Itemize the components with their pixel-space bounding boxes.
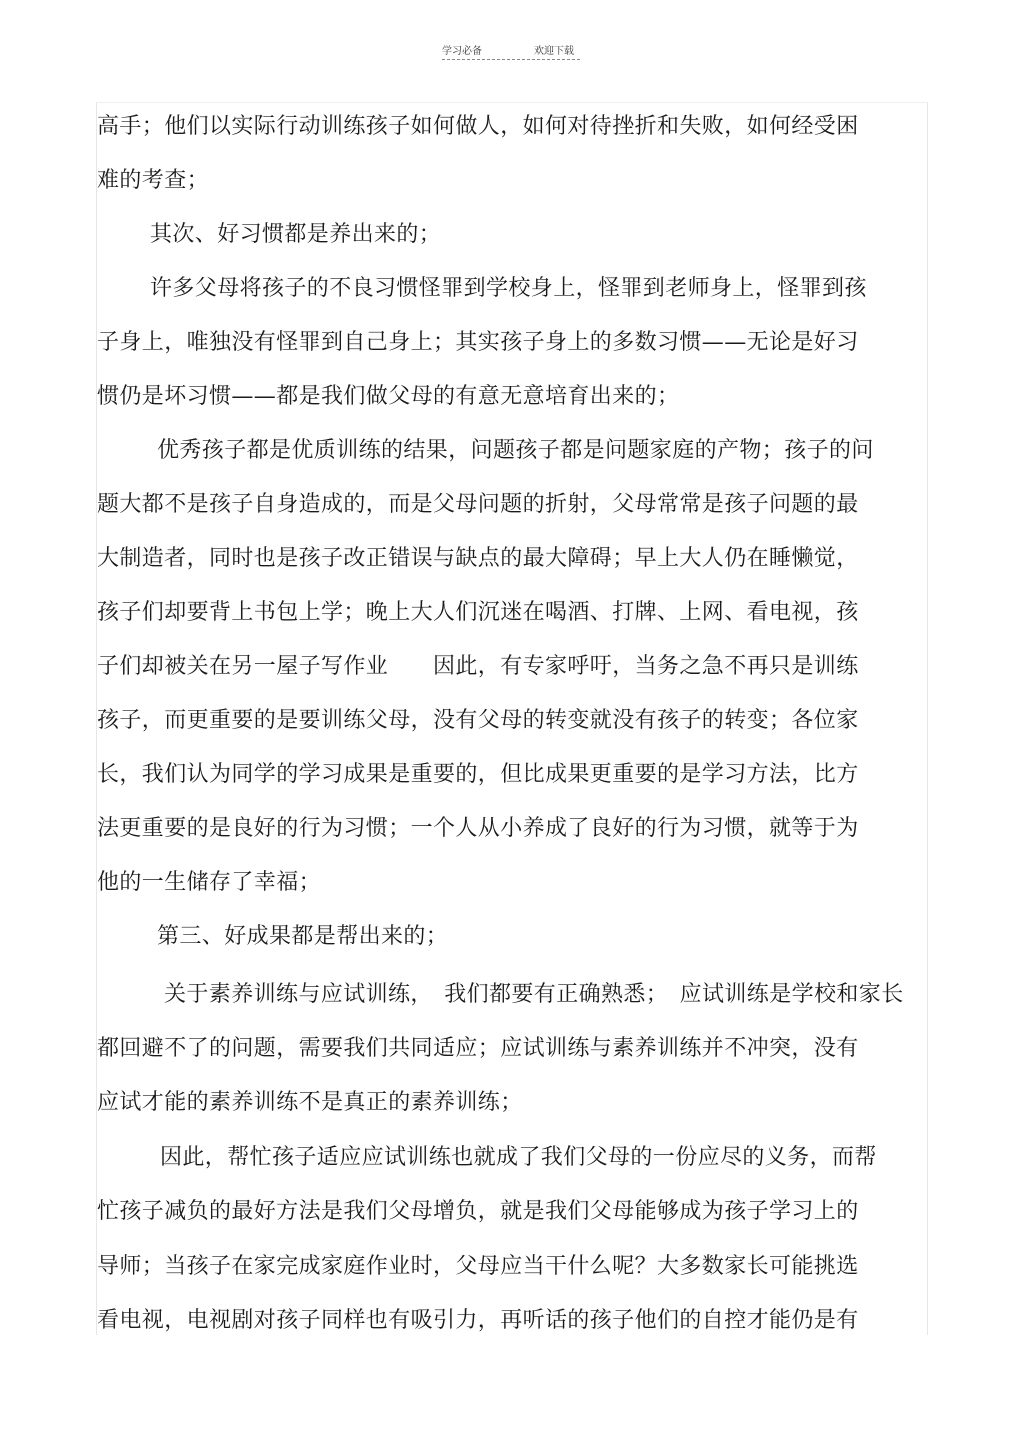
text-line: 孩子，而更重要的是要训练父母，没有父母的转变就没有孩子的转变；各位家 (97, 708, 859, 733)
text-line: 高手；他们以实际行动训练孩子如何做人，如何对待挫折和失败，如何经受困 (97, 114, 859, 139)
text-line: 惯仍是坏习惯——都是我们做父母的有意无意培育出来的； (97, 384, 680, 409)
page-header (0, 42, 1024, 64)
text-line: 优秀孩子都是优质训练的结果，问题孩子都是问题家庭的产物；孩子的问 (157, 438, 874, 463)
text-line: 子们却被关在另一屋子写作业 因此，有专家呼吁，当务之急不再只是训练 (97, 654, 859, 679)
text-line: 都回避不了的问题，需要我们共同适应；应试训练与素养训练并不冲突，没有 (97, 1036, 859, 1061)
header-left-text: 学习必备 (442, 46, 482, 57)
text-line: 孩子们却要背上书包上学；晚上大人们沉迷在喝酒、打牌、上网、看电视，孩 (97, 600, 859, 625)
text-line: 他的一生储存了幸福； (97, 870, 322, 895)
header-right-text: 欢迎下载 (534, 46, 574, 57)
text-line: 大制造者，同时也是孩子改正错误与缺点的最大障碍；早上大人仍在睡懒觉， (97, 546, 859, 571)
text-line: 长，我们认为同学的学习成果是重要的，但比成果更重要的是学习方法，比方 (97, 762, 859, 787)
text-line: 子身上，唯独没有怪罪到自己身上；其实孩子身上的多数习惯——无论是好习 (97, 330, 859, 355)
text-line: 题大都不是孩子自身造成的，而是父母问题的折射，父母常常是孩子问题的最 (97, 492, 859, 517)
header-divider (442, 59, 580, 60)
text-line: 许多父母将孩子的不良习惯怪罪到学校身上，怪罪到老师身上，怪罪到孩 (150, 276, 867, 301)
text-line: 应试才能的素养训练不是真正的素养训练； (97, 1090, 523, 1115)
text-line: 忙孩子减负的最好方法是我们父母增负，就是我们父母能够成为孩子学习上的 (97, 1199, 859, 1224)
text-line: 难的考查； (97, 168, 210, 193)
text-line: 法更重要的是良好的行为习惯；一个人从小养成了良好的行为习惯，就等于为 (97, 816, 859, 841)
text-line: 关于素养训练与应试训练， 我们都要有正确熟悉； 应试训练是学校和家长 (164, 982, 904, 1007)
section-heading: 第三、好成果都是帮出来的； (157, 924, 449, 949)
text-line: 看电视，电视剧对孩子同样也有吸引力，再听话的孩子他们的自控才能仍是有 (97, 1308, 859, 1333)
section-heading: 其次、好习惯都是养出来的； (150, 222, 442, 247)
text-line: 因此，帮忙孩子适应应试训练也就成了我们父母的一份应尽的义务，而帮 (160, 1145, 877, 1170)
text-line: 导师；当孩子在家完成家庭作业时，父母应当干什么呢？大多数家长可能挑选 (97, 1254, 859, 1279)
